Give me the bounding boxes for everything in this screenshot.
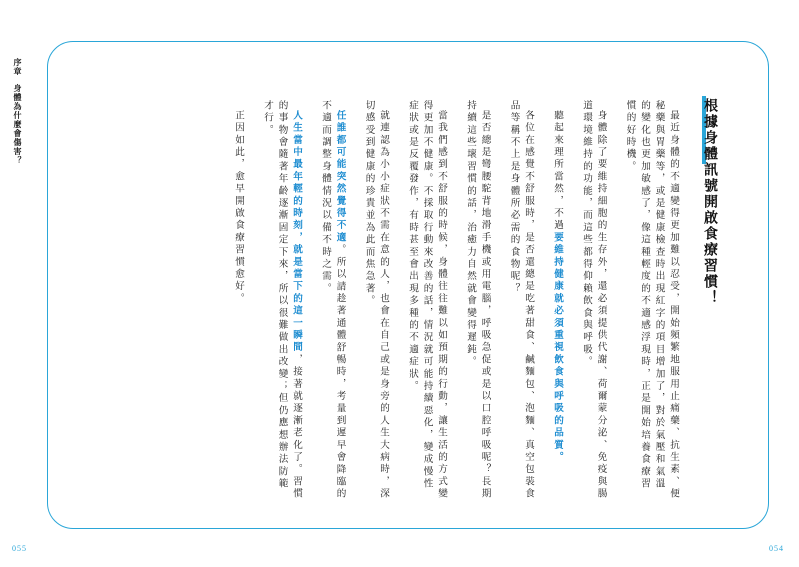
paragraph-text: 最近身體的不適變得更加難以忍受，開始頻繁地服用止痛藥、抗生素、便秘藥與胃藥等，或是健康檢查時出現紅字的項目增加了，對於氣壓和氣溫的變化也更加敏感了，像這種輕度的不適感浮現時，正是開始培養食療習慣的好時機。 [624, 100, 679, 500]
page-number-right: 054 [769, 544, 784, 553]
body-text [90, 100, 680, 500]
paragraph-text: ，接著就逐漸老化了。習慣的事物會隨著年齡逐漸固定下來，所以很難做出改變；但仍應想辦法防範才行。 [262, 100, 302, 500]
paragraph [318, 100, 347, 500]
chapter-title: 身體為什麼會傷害？ [13, 83, 22, 165]
section-heading: 根據身體訊號開啟食療習慣！ [702, 98, 718, 306]
paragraph-text: 各位在感覺不舒服時，是否還總是吃著甜食、鹹麵包、泡麵、真空包裝食品等稱不上是身體所必需的食物呢？ [508, 100, 534, 500]
running-header [12, 58, 22, 165]
paragraph [405, 100, 449, 500]
paragraph-text: 就連認為小小症狀不需在意的人，也會在自己或是身旁的人生大病時，深切感受到健康的珍貴並為此而焦急著。 [363, 100, 389, 500]
paragraph-text: 身體除了要維持細胞的生存外，還必須提供代謝、荷爾蒙分泌、免疫與腸道環境維持的功能，而這些都得仰賴飲食與呼吸。 [581, 100, 607, 500]
highlighted-text: 要維持健康就必須重視飲食與呼吸的品質。 [552, 231, 563, 464]
paragraph [579, 100, 608, 500]
paragraph-text: 當我們感到不舒服的時候，身體往往難以如預期的行動，讓生活的方式變得更加不健康。不採取行動來改善的話，情況就可能持續惡化，變成慢性症狀或是反覆發作，有時甚至會出現多種的不適症狀。 [407, 100, 447, 500]
paragraph-text: 是否總是彎腰駝背地滑手機或用電腦，呼吸急促或是以口腔呼吸呢？長期持續這些壞習慣的話，治癒力自然就會變得遲鈍。 [465, 100, 491, 500]
highlighted-text: 人生當中最年輕的時刻，就是當下的這一瞬間 [291, 109, 302, 354]
paragraph [506, 100, 535, 500]
paragraph [550, 100, 565, 500]
chapter-label: 序章 [13, 58, 22, 76]
paragraph [622, 100, 680, 500]
paragraph-text: 。所以請趁著通體舒暢時，考量到遲早會降臨的不適而調整身體情況以備不時之需。 [320, 100, 346, 500]
paragraph-text: 正因如此，愈早開啟食療習慣愈好。 [233, 109, 244, 305]
highlighted-text: 任誰都可能突然覺得不適 [334, 109, 346, 244]
paragraph [463, 100, 492, 500]
page-number-left: 055 [12, 544, 27, 553]
paragraph [361, 100, 390, 500]
paragraph-text: 聽起來理所當然，不過 [552, 109, 563, 232]
paragraph [260, 100, 304, 500]
paragraph [231, 100, 246, 500]
